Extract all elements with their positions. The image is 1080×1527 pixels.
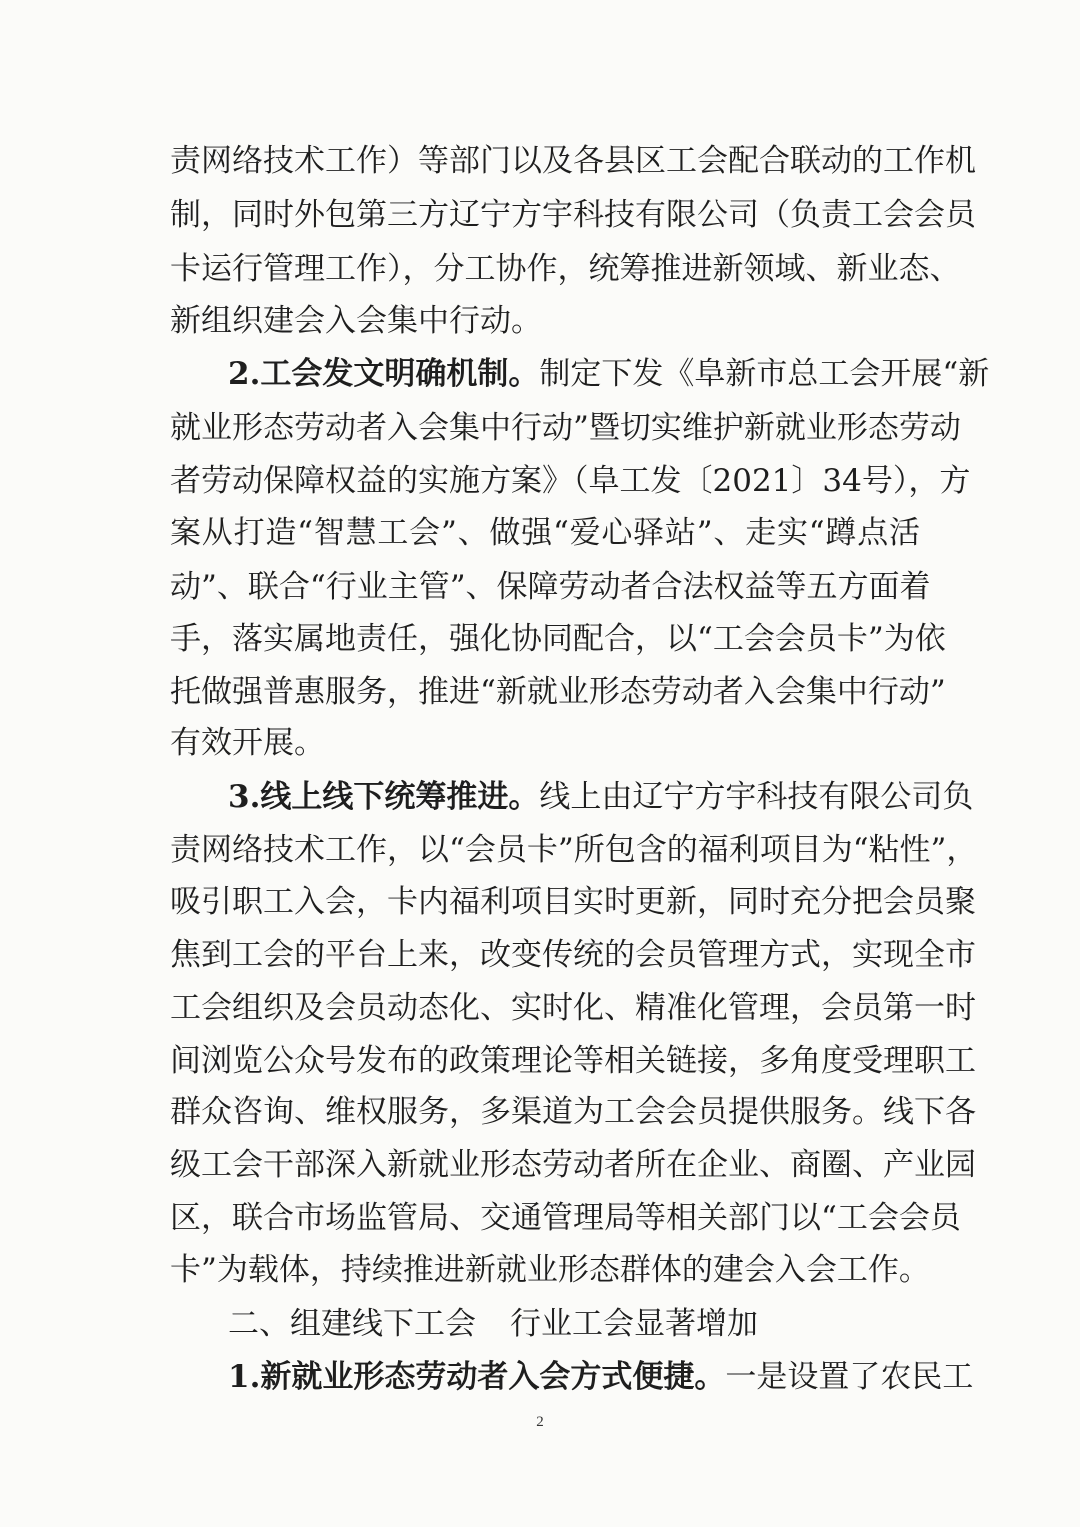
- text-line: 群众咨询、维权服务，多渠道为工会会员提供服务。线下各: [170, 1094, 976, 1130]
- text-line: 间浏览公众号发布的政策理论等相关链接，多角度受理职工: [170, 1043, 976, 1079]
- paragraph-new-1-text: 一是设置了农民工: [725, 1359, 974, 1395]
- text-line: 制，同时外包第三方辽宁方宇科技有限公司（负责工会会员: [170, 197, 976, 233]
- paragraph-2-first-line: [228, 354, 990, 394]
- section-heading-part-2: 行业工会显著增加: [510, 1306, 758, 1342]
- paragraph-2-lead: 2.工会发文明确机制。: [228, 356, 540, 392]
- text-line: 新组织建会入会集中行动。: [170, 303, 542, 339]
- paragraph-new-1-first-line: [228, 1357, 974, 1397]
- text-line: 焦到工会的平台上来，改变传统的会员管理方式，实现全市: [170, 937, 976, 973]
- paragraph-3-text: 线上由辽宁方宇科技有限公司负: [539, 779, 974, 815]
- page-number: 2: [536, 1414, 544, 1430]
- text-line: 动”、联合“行业主管”、保障劳动者合法权益等五方面着: [170, 569, 931, 605]
- paragraph-2-text: 制定下发《阜新市总工会开展“新: [539, 356, 990, 392]
- section-heading-part-1: 二、组建线下工会: [228, 1306, 476, 1342]
- text-line: 者劳动保障权益的实施方案》（阜工发〔2021〕34号），方: [170, 463, 971, 499]
- text-line: 案从打造“智慧工会”、做强“爱心驿站”、走实“蹲点活: [170, 515, 920, 551]
- text-line: 托做强普惠服务，推进“新就业形态劳动者入会集中行动”: [170, 674, 946, 710]
- paragraph-new-1-lead: 1.新就业形态劳动者入会方式便捷。: [228, 1359, 726, 1395]
- text-line: 卡”为载体，持续推进新就业形态群体的建会入会工作。: [170, 1252, 930, 1288]
- text-line: 卡运行管理工作），分工协作，统筹推进新领域、新业态、: [170, 251, 961, 287]
- text-line: 就业形态劳动者入会集中行动”暨切实维护新就业形态劳动: [170, 410, 961, 446]
- text-line: 级工会干部深入新就业形态劳动者所在企业、商圈、产业园: [170, 1147, 976, 1183]
- text-line: 责网络技术工作，以“会员卡”所包含的福利项目为“粘性”，: [170, 832, 978, 868]
- paragraph-3-lead: 3.线上线下统筹推进。: [228, 779, 540, 815]
- text-line: 吸引职工入会，卡内福利项目实时更新，同时充分把会员聚: [170, 884, 976, 920]
- text-line: 工会组织及会员动态化、实时化、精准化管理，会员第一时: [170, 990, 976, 1026]
- paragraph-3-first-line: [228, 777, 974, 817]
- section-heading: [228, 1304, 758, 1344]
- text-line: 手，落实属地责任，强化协同配合，以“工会会员卡”为依: [170, 621, 946, 657]
- text-line: 有效开展。: [170, 725, 325, 761]
- text-line: 区，联合市场监管局、交通管理局等相关部门以“工会会员: [170, 1200, 961, 1236]
- text-line: 责网络技术工作）等部门以及各县区工会配合联动的工作机: [170, 143, 976, 179]
